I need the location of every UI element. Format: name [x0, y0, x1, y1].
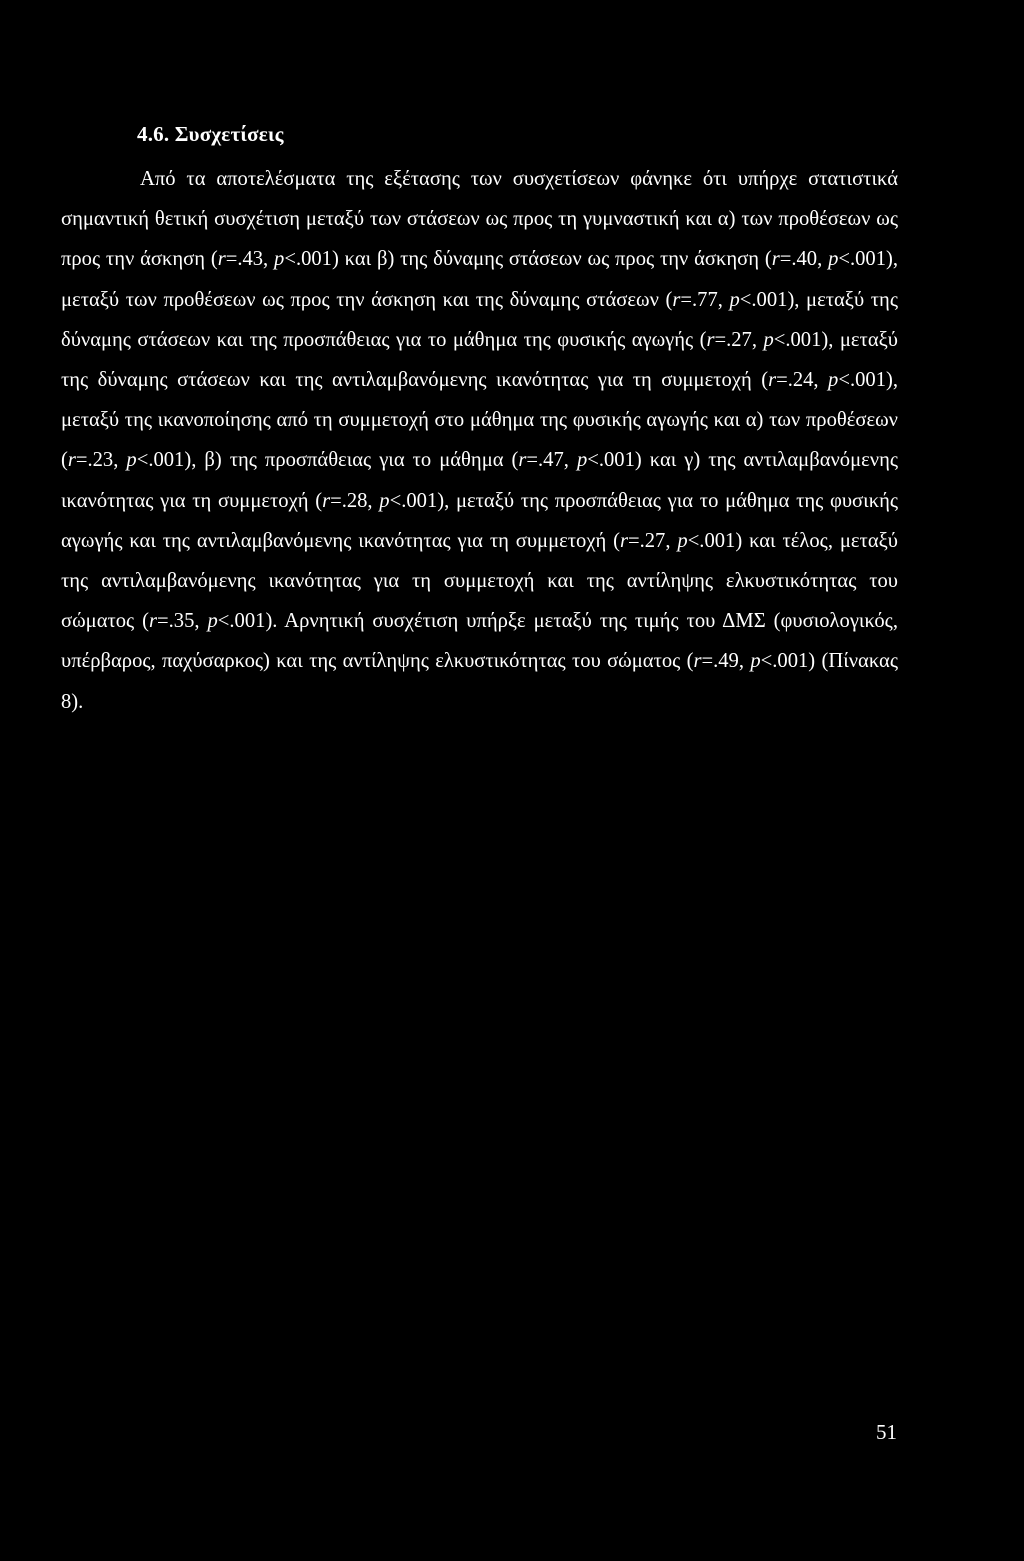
- body-paragraph: Από τα αποτελέσματα της εξέτασης των συσχετίσεων φάνηκε ότι υπήρχε στατιστικά σημαντική θετική συσχέτιση μεταξύ των στάσεων ως προς τη γυμναστική και α) των προθέσεων ως προς την άσκηση (r=.43, p<.001) και β) της δύναμης στάσεων ως προς την άσκηση (r=.40, p<.001), μεταξύ των προθέσεων ως προς την άσκηση και της δύναμης στάσεων (r=.77, p<.001), μεταξύ της δύναμης στάσεων και της προσπάθειας για το μάθημα της φυσικής αγωγής (r=.27, p<.001), μεταξύ της δύναμης στάσεων και της αντιλαμβανόμενης ικανότητας για τη συμμετοχή (r=.24, p<.001), μεταξύ της ικανοποίησης από τη συμμετοχή στο μάθημα της φυσικής αγωγής και α) των προθέσεων (r=.23, p<.001), β) της προσπάθειας για το μάθημα (r=.47, p<.001) και γ) της αντιλαμβανόμενης ικανότητας για τη συμμετοχή (r=.28, p<.001), μεταξύ της προσπάθειας για το μάθημα της φυσικής αγωγής και της αντιλαμβανόμενης ικανότητας για τη συμμετοχή (r=.27, p<.001) και τέλος, μεταξύ της αντιλαμβανόμενης ικανότητας για τη συμμετοχή και της αντίληψης ελκυστικότητας του σώματος (r=.35, p<.001). Αρνητική συσχέτιση υπήρξε μεταξύ της τιμής του ΔΜΣ (φυσιολογικός, υπέρβαρος, παχύσαρκος) και της αντίληψης ελκυστικότητας του σώματος (r=.49, p<.001) (Πίνακας 8).: [61, 168, 899, 713]
- page-number: 51: [876, 1420, 897, 1444]
- section-heading: 4.6. Συσχετίσεις: [137, 122, 284, 146]
